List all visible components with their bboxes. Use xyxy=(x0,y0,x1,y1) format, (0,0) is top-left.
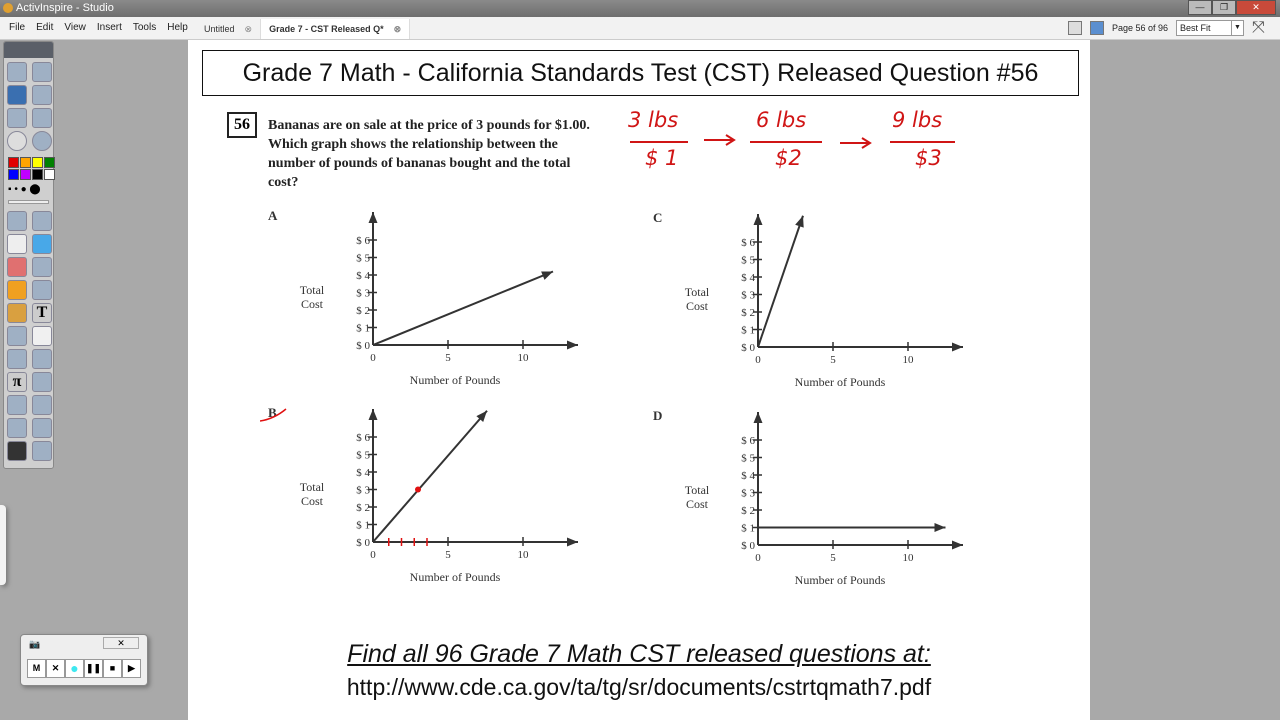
y-axis-label: Cost xyxy=(300,494,324,508)
color-swatch[interactable] xyxy=(8,169,19,180)
y-tick-label: $ 3 xyxy=(356,484,370,497)
color-palette xyxy=(4,155,53,182)
ruler-icon[interactable] xyxy=(32,372,52,392)
browser-panel-handle[interactable] xyxy=(0,505,6,585)
clear-icon[interactable] xyxy=(7,326,27,346)
arrow-icon xyxy=(704,135,734,145)
series-line xyxy=(373,272,553,346)
width-slider[interactable] xyxy=(8,200,49,204)
close-button[interactable]: ✕ xyxy=(1236,0,1276,15)
x-tick-label: 5 xyxy=(445,549,451,561)
y-tick-label: $ 1 xyxy=(356,322,370,335)
maintain-icon[interactable] xyxy=(32,211,52,231)
restore-button[interactable]: ❐ xyxy=(1212,0,1236,15)
page-browser-icon[interactable] xyxy=(1068,21,1082,35)
x-tick-label: 10 xyxy=(517,352,529,364)
minimize-button[interactable]: — xyxy=(1188,0,1212,15)
y-tick-label: $ 1 xyxy=(741,324,755,337)
annotation-numerator: 6 lbs xyxy=(756,108,807,132)
annotation-denominator: $2 xyxy=(775,146,802,170)
compass-icon[interactable] xyxy=(32,395,52,415)
zoom-select[interactable] xyxy=(1176,20,1244,36)
y-axis-label: Total xyxy=(299,283,325,297)
recorder-widget xyxy=(20,634,148,686)
arrowhead-icon xyxy=(952,343,963,352)
annotation-denominator: $3 xyxy=(915,146,942,170)
y-tick-label: $ 5 xyxy=(741,254,755,267)
y-tick-label: $ 5 xyxy=(356,252,370,265)
y-tick-label: $ 5 xyxy=(741,452,755,465)
camera-icon[interactable] xyxy=(32,418,52,438)
main-menu-icon[interactable] xyxy=(7,62,27,82)
graph-a[interactable] xyxy=(260,200,590,400)
window-title: ActivInspire - Studio xyxy=(16,2,114,14)
toolbox xyxy=(3,41,54,469)
recorder-close-button[interactable]: ✕ xyxy=(103,637,139,649)
menubar xyxy=(0,17,1280,40)
graph-d[interactable] xyxy=(645,400,975,600)
protractor-icon[interactable] xyxy=(7,395,27,415)
y-axis-label: Cost xyxy=(685,497,709,511)
y-tick-label: $ 3 xyxy=(356,287,370,300)
app-icon xyxy=(3,3,13,13)
magic-ink-icon[interactable] xyxy=(7,303,27,323)
y-tick-label: $ 4 xyxy=(356,467,370,479)
color-swatch[interactable] xyxy=(32,157,43,168)
mute-button[interactable]: M xyxy=(27,659,46,678)
chevron-down-icon: ▼ xyxy=(1231,21,1243,35)
redo-icon[interactable] xyxy=(32,349,52,369)
arrowhead-icon xyxy=(567,341,578,350)
shape-icon[interactable] xyxy=(7,280,27,300)
web-browser-icon[interactable] xyxy=(32,131,52,151)
close-tab-icon[interactable]: ⊗ xyxy=(244,24,253,34)
play-icon[interactable] xyxy=(7,131,27,151)
y-tick-label: $ 6 xyxy=(356,235,370,247)
math-icon[interactable]: π xyxy=(7,372,27,392)
fill-icon[interactable] xyxy=(32,257,52,277)
recorder-icon[interactable] xyxy=(7,441,27,461)
camera-icon: 📷 xyxy=(29,639,41,649)
connector-icon[interactable] xyxy=(32,280,52,300)
y-tick-label: $ 1 xyxy=(356,519,370,532)
series-line xyxy=(373,411,487,542)
menu-edit[interactable]: Edit xyxy=(36,22,54,33)
calculator-icon[interactable] xyxy=(7,418,27,438)
footer-url[interactable]: http://www.cde.ca.gov/ta/tg/sr/documents/cstrtqmath7.pdf xyxy=(346,674,932,700)
x-tick-label: 0 xyxy=(755,552,761,564)
marked-point xyxy=(415,487,421,493)
x-tick-label: 10 xyxy=(902,552,914,564)
graph-label: A xyxy=(268,208,278,223)
tab-grade7[interactable] xyxy=(261,19,410,39)
graph-b[interactable] xyxy=(260,397,590,597)
arrowhead-icon xyxy=(754,412,763,423)
annotation-numerator: 9 lbs xyxy=(892,108,943,132)
tab-label: Untitled xyxy=(204,24,235,34)
pen-width-selector[interactable]: ▪ • ● ⬤ xyxy=(8,184,41,195)
y-tick-label: $ 2 xyxy=(356,502,370,514)
graph-label: D xyxy=(653,408,663,423)
select-icon[interactable] xyxy=(7,211,27,231)
resource-browser-icon[interactable] xyxy=(32,62,52,82)
play-button[interactable]: ▶ xyxy=(122,659,141,678)
fullscreen-icon[interactable]: ⤧ xyxy=(1252,19,1265,36)
text-icon[interactable]: T xyxy=(32,303,52,323)
pause-button[interactable]: ❚❚ xyxy=(84,659,103,678)
reset-page-icon[interactable] xyxy=(32,326,52,346)
menu-file[interactable]: File xyxy=(9,22,26,33)
window-titlebar xyxy=(0,0,1280,17)
y-axis-label: Cost xyxy=(300,297,324,311)
tab-untitled[interactable] xyxy=(196,19,261,39)
toolbox-header[interactable] xyxy=(4,42,53,58)
y-tick-label: $ 4 xyxy=(741,470,755,482)
graph-label: B xyxy=(268,405,277,420)
y-tick-label: $ 2 xyxy=(741,307,755,319)
tools-icon[interactable] xyxy=(32,85,52,105)
y-axis-label: Total xyxy=(684,483,710,497)
next-page-icon[interactable] xyxy=(32,108,52,128)
x-axis-label: Number of Pounds xyxy=(794,573,886,587)
undo-icon[interactable] xyxy=(7,349,27,369)
more-tools-icon[interactable] xyxy=(32,441,52,461)
highlighter-icon[interactable] xyxy=(32,234,52,254)
pen-icon[interactable] xyxy=(7,234,27,254)
x-tick-label: 0 xyxy=(370,549,376,561)
y-tick-label: $ 4 xyxy=(356,270,370,282)
question-text: Bananas are on sale at the price of 3 pounds for $1.00. Which graph shows the relationship between the number of pounds of bananas bought and the total cost? xyxy=(268,118,590,190)
eraser-icon[interactable] xyxy=(7,257,27,277)
series-line xyxy=(758,216,803,347)
arrowhead-icon xyxy=(369,409,378,420)
arrowhead-icon xyxy=(952,541,963,550)
x-tick-label: 5 xyxy=(830,354,836,366)
record-button[interactable]: ● xyxy=(65,659,84,678)
desktop-annotate-icon[interactable] xyxy=(7,85,27,105)
y-tick-label: $ 6 xyxy=(741,237,755,249)
close-tab-icon[interactable]: ⊗ xyxy=(393,24,402,34)
question-number: 56 xyxy=(227,112,257,138)
y-tick-label: $ 0 xyxy=(356,340,370,352)
menu-help[interactable]: Help xyxy=(167,22,188,33)
annotation-numerator: 3 lbs xyxy=(628,108,679,132)
page-title: Grade 7 Math - California Standards Test (CST) Released Question #56 xyxy=(202,50,1079,96)
y-tick-label: $ 0 xyxy=(741,342,755,354)
y-tick-label: $ 0 xyxy=(356,537,370,549)
zoom-value: Best Fit xyxy=(1180,23,1211,33)
x-axis-label: Number of Pounds xyxy=(794,375,886,389)
y-tick-label: $ 5 xyxy=(356,449,370,462)
x-tick-label: 10 xyxy=(517,549,529,561)
color-swatch[interactable] xyxy=(44,169,55,180)
y-tick-label: $ 0 xyxy=(741,540,755,552)
y-tick-label: $ 6 xyxy=(356,432,370,444)
graph-label: C xyxy=(653,210,663,225)
arrowhead-icon xyxy=(567,538,578,547)
y-tick-label: $ 3 xyxy=(741,487,755,500)
y-tick-label: $ 2 xyxy=(356,305,370,317)
annotation-denominator: $ 1 xyxy=(645,146,679,170)
color-swatch[interactable] xyxy=(20,169,31,180)
color-swatch[interactable] xyxy=(8,157,19,168)
y-tick-label: $ 3 xyxy=(741,289,755,302)
color-swatch[interactable] xyxy=(20,157,31,168)
y-axis-label: Total xyxy=(299,480,325,494)
x-tick-label: 0 xyxy=(755,354,761,366)
y-axis-label: Cost xyxy=(685,299,709,313)
color-swatch[interactable] xyxy=(44,157,55,168)
graph-c[interactable] xyxy=(645,202,975,402)
x-tick-label: 0 xyxy=(370,352,376,364)
flipchart-icon[interactable] xyxy=(1090,21,1104,35)
footer-text: Find all 96 Grade 7 Math CST released questions at: xyxy=(347,640,931,668)
menu-view[interactable]: View xyxy=(64,22,86,33)
arrowhead-icon xyxy=(935,523,946,532)
stop-button[interactable]: ■ xyxy=(103,659,122,678)
x-axis-label: Number of Pounds xyxy=(409,570,501,584)
x-tick-label: 5 xyxy=(830,552,836,564)
arrowhead-icon xyxy=(541,271,553,279)
y-tick-label: $ 2 xyxy=(741,505,755,517)
y-tick-label: $ 1 xyxy=(741,522,755,535)
color-swatch[interactable] xyxy=(32,169,43,180)
x-tick-label: 10 xyxy=(902,354,914,366)
y-tick-label: $ 6 xyxy=(741,435,755,447)
arrow-icon xyxy=(840,138,870,148)
y-axis-label: Total xyxy=(684,285,710,299)
x-axis-label: Number of Pounds xyxy=(409,373,501,387)
annotation-strokes xyxy=(600,105,980,185)
menu-tools[interactable]: Tools xyxy=(132,22,157,33)
y-tick-label: $ 4 xyxy=(741,272,755,284)
arrowhead-icon xyxy=(754,214,763,225)
menu-insert[interactable]: Insert xyxy=(96,22,122,33)
arrowhead-icon xyxy=(795,216,804,228)
tab-label: Grade 7 - CST Released Q* xyxy=(269,24,384,34)
x-tick-label: 5 xyxy=(445,352,451,364)
cancel-button[interactable]: ✕ xyxy=(46,659,65,678)
page-indicator: Page 56 of 96 xyxy=(1111,23,1168,33)
arrowhead-icon xyxy=(369,212,378,223)
previous-page-icon[interactable] xyxy=(7,108,27,128)
